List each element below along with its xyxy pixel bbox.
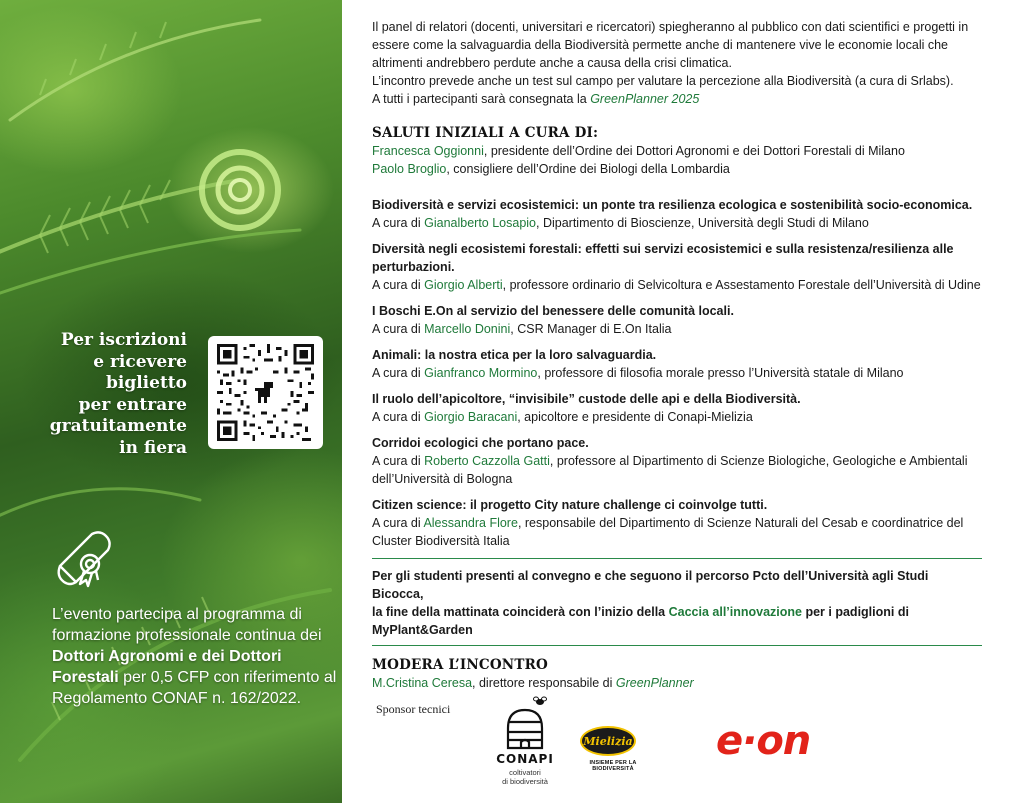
talk-byline — [372, 320, 982, 338]
cfp-text-2: per 0,5 CFP con riferimento al Regolamento CONAF n. 162/2022. — [52, 669, 337, 707]
talk-item — [372, 240, 982, 294]
speaker-name: Alessandra Flore — [423, 516, 518, 530]
speaker-role: , professore di filosofia morale presso l’Università statale di Milano — [537, 366, 904, 380]
intro-text-2: L’incontro prevede anche un test sul campo per valutare la percezione alla Biodiversità (a cura di Srlabs). — [372, 74, 954, 88]
students-notice — [372, 567, 982, 639]
cfp-text-1: L’evento partecipa al programma di formazione professionale continua dei — [52, 606, 322, 644]
cfp-bold-target: Dottori Agronomi e dei Dottori Forestali — [52, 648, 282, 686]
saluti-person — [372, 160, 982, 178]
speaker-role: , consigliere dell’Ordine dei Biologi della Lombardia — [446, 162, 730, 176]
speaker-name: Roberto Cazzolla Gatti — [424, 454, 550, 468]
talk-item — [372, 434, 982, 488]
conapi-tagline-1: coltivatori — [509, 768, 541, 777]
registration-promo-text — [7, 330, 187, 459]
moderator-role: , direttore responsabile di — [472, 676, 616, 690]
conapi-tagline — [494, 768, 556, 786]
talk-prefix: A cura di — [372, 454, 425, 468]
speaker-name: Marcello Donini — [424, 322, 511, 336]
talk-item — [372, 346, 982, 382]
speaker-name: Gianalberto Losapio — [424, 216, 537, 230]
speaker-role: , CSR Manager di E.On Italia — [510, 322, 672, 336]
intro-text-3-lead: A tutti i partecipanti sarà consegnata la — [372, 92, 591, 106]
sponsors-row — [376, 690, 846, 790]
award-certificate-icon — [52, 522, 122, 592]
saluti-heading: SALUTI INIZIALI A CURA DI: — [372, 125, 599, 141]
talk-title: Diversità negli ecosistemi forestali: effetti sui servizi ecosistemici e sulla resistenza/resilienza alle perturbazioni. — [372, 242, 954, 274]
promo-line: gratuitamente — [49, 416, 187, 436]
conapi-name: CONAPI — [496, 752, 554, 766]
qr-code-icon — [216, 344, 315, 441]
talk-byline — [372, 276, 982, 294]
talk-prefix: A cura di — [372, 216, 425, 230]
intro-text-3 — [372, 90, 982, 108]
left-photo-panel — [0, 0, 342, 803]
mielizia-name: Mielizia — [580, 726, 636, 756]
talk-title: Animali: la nostra etica per la loro salvaguardia. — [372, 348, 657, 362]
talk-item — [372, 302, 982, 338]
mielizia-logo[interactable] — [572, 726, 662, 770]
talk-prefix: A cura di — [372, 516, 424, 530]
talk-byline — [372, 408, 982, 426]
talk-prefix: A cura di — [372, 278, 425, 292]
talk-title: Biodiversità e servizi ecosistemici: un ponte tra resilienza ecologica e sostenibilità socio-economica. — [372, 198, 973, 212]
speaker-name: Giorgio Alberti — [424, 278, 503, 292]
talk-item — [372, 496, 982, 550]
talk-prefix: A cura di — [372, 322, 425, 336]
speaker-name: Francesca Oggionni — [372, 144, 484, 158]
intro-text-1: Il panel di relatori (docenti, universitari e ricercatori) spiegheranno al pubblico con dati scientifici e progetti in essere come la salvaguardia della Biodiversità permette anche di mantenere vive le economie locali che altrimenti andrebbero perdute anche a causa della crisi climatica. — [372, 20, 969, 70]
talk-prefix: A cura di — [372, 410, 425, 424]
conapi-tagline-2: di biodiversità — [502, 777, 548, 786]
talk-byline — [372, 214, 982, 232]
greenplanner-link[interactable]: GreenPlanner — [615, 676, 694, 690]
speaker-role: , professore ordinario di Selvicoltura e Assestamento Forestale dell’Università di Udine — [502, 278, 981, 292]
talk-byline — [372, 452, 982, 488]
talk-byline — [372, 364, 982, 382]
caccia-innovazione-link[interactable]: Caccia all’innovazione — [668, 605, 802, 619]
talk-title: I Boschi E.On al servizio del benessere delle comunità locali. — [372, 304, 734, 318]
promo-line: per entrare — [78, 394, 187, 415]
students-line-2b: per i padiglioni di MyPlant&Garden — [372, 605, 909, 637]
cfp-notice — [52, 604, 342, 709]
program-content — [372, 18, 982, 692]
speaker-name: Gianfranco Mormino — [424, 366, 538, 380]
students-line-2 — [372, 603, 982, 639]
conapi-logo[interactable] — [494, 696, 556, 788]
students-line-1: Per gli studenti presenti al convegno e che seguono il percorso Pcto dell’Università agli Studi Bicocca, — [372, 569, 929, 601]
speaker-role: , apicoltore e presidente di Conapi-Mielizia — [517, 410, 753, 424]
talk-title: Corridoi ecologici che portano pace. — [372, 436, 589, 450]
speaker-name: Paolo Broglio — [372, 162, 447, 176]
talk-item — [372, 390, 982, 426]
registration-qr-code[interactable] — [208, 336, 323, 449]
intro-paragraph — [372, 18, 982, 108]
speaker-role: , presidente dell’Ordine dei Dottori Agronomi e dei Dottori Forestali di Milano — [483, 144, 905, 158]
greenplanner-2025-link[interactable]: GreenPlanner 2025 — [590, 92, 700, 106]
promo-line: Per iscrizioni — [60, 330, 187, 350]
speaker-role: , responsabile del Dipartimento di Scienze Naturali del Cesab e coordinatrice del Cluster Biodiversità Italia — [372, 516, 964, 548]
promo-line: in fiera — [119, 437, 187, 458]
moderator-name: M.Cristina Ceresa — [372, 676, 473, 690]
talk-title: Citizen science: il progetto City nature challenge ci coinvolge tutti. — [372, 498, 768, 512]
students-line-2a: la fine della mattinata coinciderà con l’inizio della — [372, 605, 669, 619]
divider — [372, 645, 982, 646]
beehive-icon — [494, 696, 556, 752]
talk-prefix: A cura di — [372, 366, 425, 380]
talk-item — [372, 196, 982, 232]
saluti-section — [372, 124, 982, 178]
saluti-person — [372, 142, 982, 160]
moderator-heading: MODERA L’INCONTRO — [372, 657, 548, 673]
divider — [372, 558, 982, 559]
mielizia-tagline: INSIEME PER LA BIODIVERSITÀ — [589, 760, 637, 772]
moderator-section — [372, 656, 982, 692]
sponsor-label: Sponsor tecnici — [376, 702, 451, 716]
speaker-role: , professore al Dipartimento di Scienze Biologiche, Geologiche e Ambientali dell’Università di Bologna — [372, 454, 968, 486]
talk-byline — [372, 514, 982, 550]
speaker-name: Giorgio Baracani — [424, 410, 518, 424]
promo-line: biglietto — [105, 373, 187, 393]
speaker-role: , Dipartimento di Bioscienze, Università degli Studi di Milano — [536, 216, 869, 230]
eon-logo[interactable]: e·on — [716, 718, 811, 764]
talk-title: Il ruolo dell’apicoltore, “invisibile” custode delle api e della Biodiversità. — [372, 392, 801, 406]
promo-line: e ricevere — [93, 351, 187, 372]
